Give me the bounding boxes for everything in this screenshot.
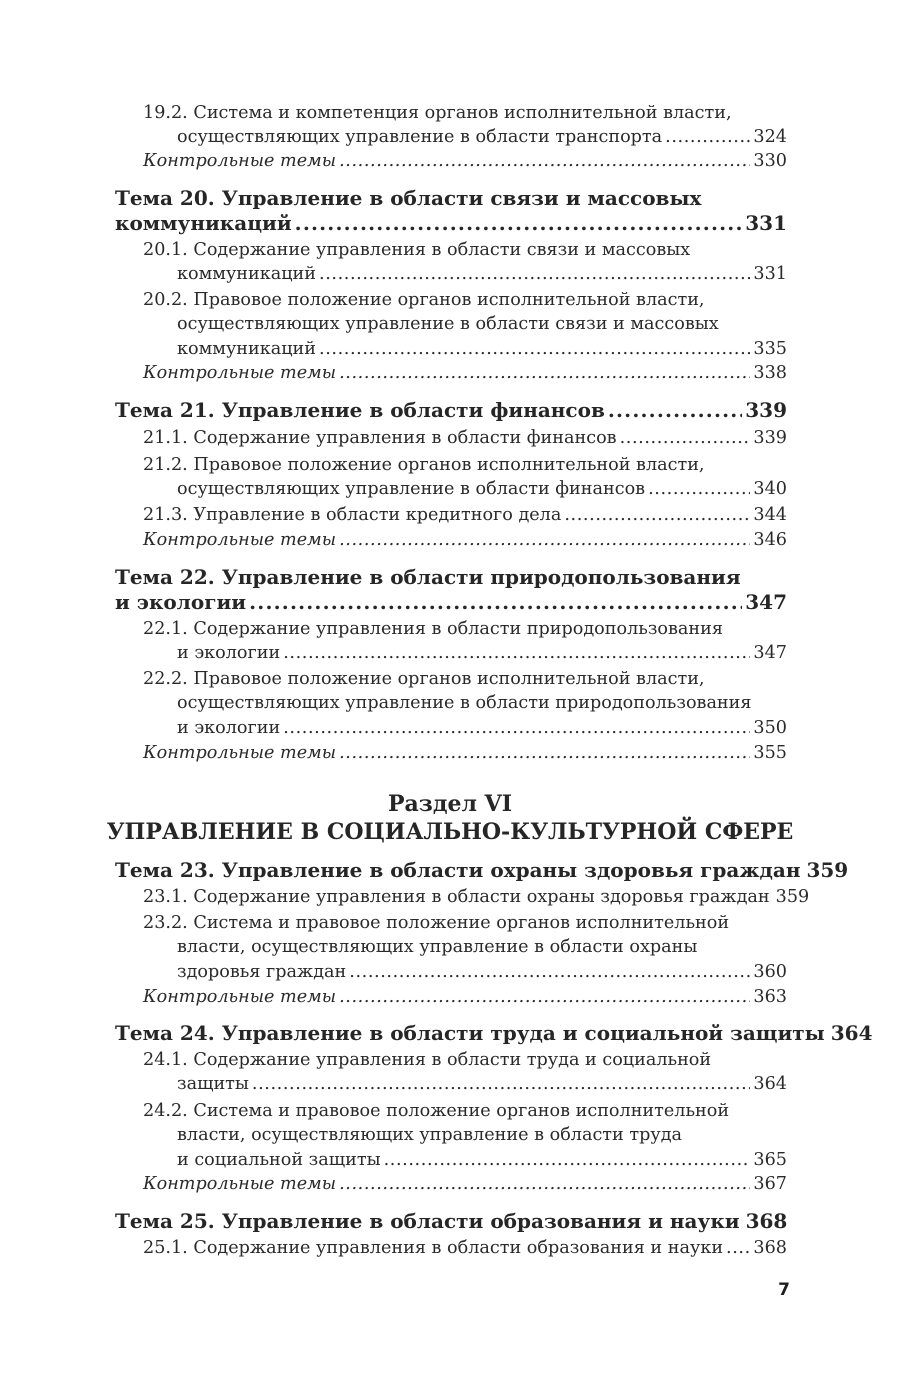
toc-entry-20-2[interactable]: коммуникаций ..... 335 xyxy=(177,339,787,359)
dot-leader xyxy=(726,1238,750,1258)
dot-leader xyxy=(349,962,750,982)
section-label: Раздел VI xyxy=(387,791,513,817)
toc-topic-21[interactable]: Тема 21. Управление в области финансов ..... 339 xyxy=(115,398,787,422)
page-ref: 359 xyxy=(806,858,849,882)
toc-entry-19-2-line1: 19.2. Система и компетенция органов исполнительной власти, xyxy=(143,103,732,123)
page-number: 7 xyxy=(778,1280,790,1300)
dot-leader xyxy=(339,363,750,383)
toc-entry-23-2-line1: 23.2. Система и правовое положение органов исполнительной xyxy=(143,913,730,933)
toc-entry-22-2[interactable]: и экологии ..... 350 xyxy=(177,718,787,738)
dot-leader xyxy=(665,127,750,147)
dot-leader xyxy=(339,530,750,550)
toc-entry-20-1[interactable]: коммуникаций ..... 331 xyxy=(177,264,787,284)
page-ref: 340 xyxy=(753,479,787,499)
page-ref: 364 xyxy=(830,1021,873,1045)
dot-leader xyxy=(620,428,751,448)
toc-topic-23[interactable]: Тема 23. Управление в области охраны здоровья граждан 359 xyxy=(115,858,849,882)
dot-leader xyxy=(339,151,750,171)
dot-leader xyxy=(339,1174,750,1194)
dot-leader xyxy=(608,398,742,422)
toc-entry-25-1[interactable]: 25.1. Содержание управления в области образования и науки ..... 368 xyxy=(143,1238,787,1258)
toc-entry-22-2-line1: 22.2. Правовое положение органов исполнительной власти, xyxy=(143,669,705,689)
page-ref: 363 xyxy=(753,987,787,1007)
toc-entry-24-2[interactable]: и социальной защиты ..... 365 xyxy=(177,1150,787,1170)
page-ref: 331 xyxy=(745,211,787,235)
toc-entry-23-2[interactable]: здоровья граждан ..... 360 xyxy=(177,962,787,982)
dot-leader xyxy=(295,211,743,235)
toc-topic-20-line1: Тема 20. Управление в области связи и массовых xyxy=(115,186,702,210)
toc-entry-22-1[interactable]: и экологии ..... 347 xyxy=(177,643,787,663)
toc-entry-24-2-line2: власти, осуществляющих управление в области труда xyxy=(177,1125,683,1145)
page-ref: 347 xyxy=(745,590,787,614)
page-ref: 339 xyxy=(753,428,787,448)
toc-control-topics-22[interactable]: Контрольные темы ..... 355 xyxy=(143,743,787,763)
dot-leader xyxy=(564,505,750,525)
page-ref: 365 xyxy=(753,1150,787,1170)
page-ref: 335 xyxy=(753,339,787,359)
page-ref: 359 xyxy=(775,887,810,907)
dot-leader xyxy=(319,264,750,284)
toc-entry-20-2-line2: осуществляющих управление в области связи и массовых xyxy=(177,314,719,334)
page-ref: 347 xyxy=(753,643,787,663)
toc-entry-20-2-line1: 20.2. Правовое положение органов исполнительной власти, xyxy=(143,290,705,310)
page-ref: 344 xyxy=(753,505,787,525)
toc-entry-24-1-line1: 24.1. Содержание управления в области труда и социальной xyxy=(143,1050,712,1070)
page-ref: 368 xyxy=(753,1238,787,1258)
toc-topic-22[interactable]: и экологии ..... 347 xyxy=(115,590,787,614)
toc-topic-25[interactable]: Тема 25. Управление в области образования и науки 368 xyxy=(115,1209,788,1233)
page-ref: 367 xyxy=(753,1174,787,1194)
dot-leader xyxy=(249,590,742,614)
toc-control-topics-21[interactable]: Контрольные темы ..... 346 xyxy=(143,530,787,550)
toc-control-topics-24[interactable]: Контрольные темы ..... 367 xyxy=(143,1174,787,1194)
dot-leader xyxy=(252,1074,751,1094)
toc-entry-21-2-line1: 21.2. Правовое положение органов исполнительной власти, xyxy=(143,455,705,475)
page-ref: 338 xyxy=(753,363,787,383)
toc-topic-24[interactable]: Тема 24. Управление в области труда и социальной защиты 364 xyxy=(115,1021,873,1045)
dot-leader xyxy=(384,1150,751,1170)
toc-entry-24-1[interactable]: защиты ..... 364 xyxy=(177,1074,787,1094)
toc-entry-23-1[interactable]: 23.1. Содержание управления в области охраны здоровья граждан 359 xyxy=(143,887,810,907)
dot-leader xyxy=(319,339,750,359)
toc-entry-22-1-line1: 22.1. Содержание управления в области природопользования xyxy=(143,619,723,639)
dot-leader xyxy=(339,987,750,1007)
toc-control-topics-20[interactable]: Контрольные темы ..... 338 xyxy=(143,363,787,383)
dot-leader xyxy=(339,743,750,763)
toc-entry-19-2[interactable]: осуществляющих управление в области транспорта ..... 324 xyxy=(177,127,787,147)
toc-entry-24-2-line1: 24.2. Система и правовое положение органов исполнительной xyxy=(143,1101,730,1121)
toc-topic-22-line1: Тема 22. Управление в области природопользования xyxy=(115,565,741,589)
toc-topic-20[interactable]: коммуникаций ..... 331 xyxy=(115,211,787,235)
page-ref: 324 xyxy=(753,127,787,147)
toc-entry-21-2[interactable]: осуществляющих управление в области финансов ..... 340 xyxy=(177,479,787,499)
toc-entry-21-1[interactable]: 21.1. Содержание управления в области финансов ..... 339 xyxy=(143,428,787,448)
toc-control-topics-19[interactable]: Контрольные темы ..... 330 xyxy=(143,151,787,171)
page-ref: 355 xyxy=(753,743,787,763)
toc-control-topics-23[interactable]: Контрольные темы ..... 363 xyxy=(143,987,787,1007)
toc-entry-23-2-line2: власти, осуществляющих управление в области охраны xyxy=(177,937,698,957)
page-ref: 368 xyxy=(745,1209,788,1233)
page-ref: 330 xyxy=(753,151,787,171)
dot-leader xyxy=(283,718,750,738)
page-ref: 364 xyxy=(753,1074,787,1094)
section-title: УПРАВЛЕНИЕ В СОЦИАЛЬНО-КУЛЬТУРНОЙ СФЕРЕ xyxy=(106,819,794,845)
toc-entry-20-1-line1: 20.1. Содержание управления в области связи и массовых xyxy=(143,240,691,260)
toc-entry-22-2-line2: осуществляющих управление в области природопользования xyxy=(177,693,752,713)
toc-entry-21-3[interactable]: 21.3. Управление в области кредитного дела ..... 344 xyxy=(143,505,787,525)
dot-leader xyxy=(283,643,750,663)
page-ref: 346 xyxy=(753,530,787,550)
page-ref: 331 xyxy=(753,264,787,284)
page-ref: 360 xyxy=(753,962,787,982)
page-ref: 350 xyxy=(753,718,787,738)
dot-leader xyxy=(648,479,750,499)
page-ref: 339 xyxy=(745,398,787,422)
